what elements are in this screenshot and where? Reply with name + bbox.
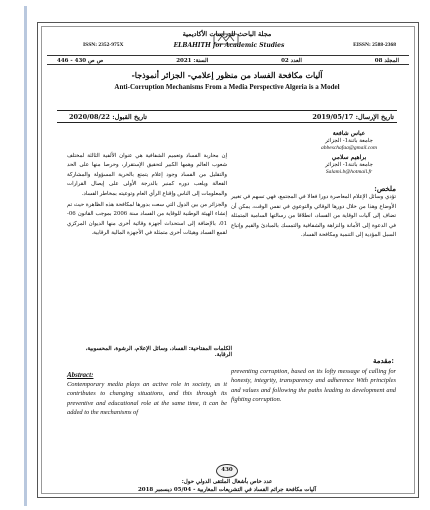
author-block [304,154,394,177]
journal-title-english: ELBAHITH for Academic Studies [173,42,285,49]
abstract-arabic-heading: ملخص: [374,184,396,193]
journal-title-arabic: مجلة الباحث للدراسات الأكاديمية [182,30,272,38]
issue-meta-row [47,55,409,65]
intro-column [67,152,227,239]
year: السنة: 2021 [176,58,209,64]
issue: العدد 02 [281,58,302,64]
author-email[interactable]: abbeschafaa@gmail.com [321,145,377,151]
page-inner-border [41,26,415,494]
abstract-english-continuation: preventing corruption, based on its lofty message of calling for honesty, integrity, transparency and adherence With principles and values and following the paths leading to development and fighting corruption. [231,368,396,404]
author-block [304,130,394,153]
keywords-label: الكلمات المفتاحية: [188,346,232,352]
volume: المجلد 08 [374,58,399,64]
title-english: Anti-Corruption Mechanisms From a Media Perspective Algeria is a Model [114,83,340,91]
divider [57,110,397,111]
keywords-text: الفساد، وسائل الإعلام، الرشوة، المحسوبية، الرقابة. [85,346,232,358]
divider [57,122,397,123]
abstract-english-heading: Abstract: [67,371,94,379]
title-arabic: آليات مكافحة الفساد من منظور إعلامي- الجزائر أنموذجا- [131,70,323,80]
footer-line: آليات مكافحة جرائم الفساد في التشريعات المغاربية - 05/04 ديسمبر 2018 [137,487,317,493]
author-name: براهيم سلامي [331,154,367,161]
page-number: 430 [216,464,238,478]
author-name: عباس شافعة [332,130,366,137]
issn: ISSN: 2352-975X [83,42,124,48]
author-email[interactable]: Salami.b@hotmail.fr [325,169,373,175]
author-affiliation: جامعة باتنة1- الجزائر [325,161,373,168]
eissn: EISSN: 2588-2368 [353,42,396,48]
abstract-arabic [231,184,396,240]
paper-page [24,6,424,506]
abstract-arabic-text: تؤدي وسائل الإعلام المعاصرة دورا فعالا في المجتمع، فهي تسهم في تغيير الأوضاع وهذا من خلال دورها الوقائي والتوعوي في نفس الوقت، يمكن أن تضاف إلى آليات الوقاية من الفساد، انطلاقا من رسالتها السامية المتمثلة في الدعوة إلى الأمانة والنزاهة والشفافية والتمسك بالمبادئ والقيم وإتباع السبل المؤدية إلى التنمية ومكافحة الفساد. [231,194,396,239]
author-affiliation: جامعة باتنة1- الجزائر [325,137,373,144]
footer-line: عدد خاص بأشغال الملتقى الدولي حول: [181,479,273,485]
margin-strip [0,0,24,510]
date-accepted: تاريخ القبول: 2020/08/22 [69,113,147,121]
intro-heading: مقدمة: [372,356,394,365]
intro-paragraph: إن محاربة الفساد وتعميم الشفافية هي عنوان الألفية الثالثة لمختلف شعوب العالم وهمها الكبير لتحقيق الإستقرار، وحرصا منها على الحد والتقليل من الفساد وجود إعلام يتمتع بالحرية المسؤولة والمشاركة الفعالة ويلعب دوره كمنبر بالدرجة الأولى على إيصال القرارات والمعلومات إلى الناس وإقناع الرأي العام وتوعيته بمخاطر الفساد. [67,153,227,197]
page-range: ص ص 430 - 446 [57,58,104,64]
abstract-english-text: Contemporary media plays an active role in society, as it contributes to changing situations, and this through its preventive and educational role at the same time, it can be added to the mechanisms of [67,381,227,417]
keywords-line [67,346,232,358]
intro-paragraph: والجزائر من بين الدول التي سعت بدورها لمكافحة هذه الظاهرة حيث تم إنشاء الهيئة الوطنية للوقاية من الفساد سنة 2006 بموجب القانون 06-01، بالإضافة إلى استحداث أجهزة وقائية أخرى منها الديوان المركزي لقمع الفساد وهيئات أخرى متمثلة في الأجهزة المالية الرقابية. [67,202,228,237]
date-received: تاريخ الإرسال: 2019/05/17 [312,113,394,121]
